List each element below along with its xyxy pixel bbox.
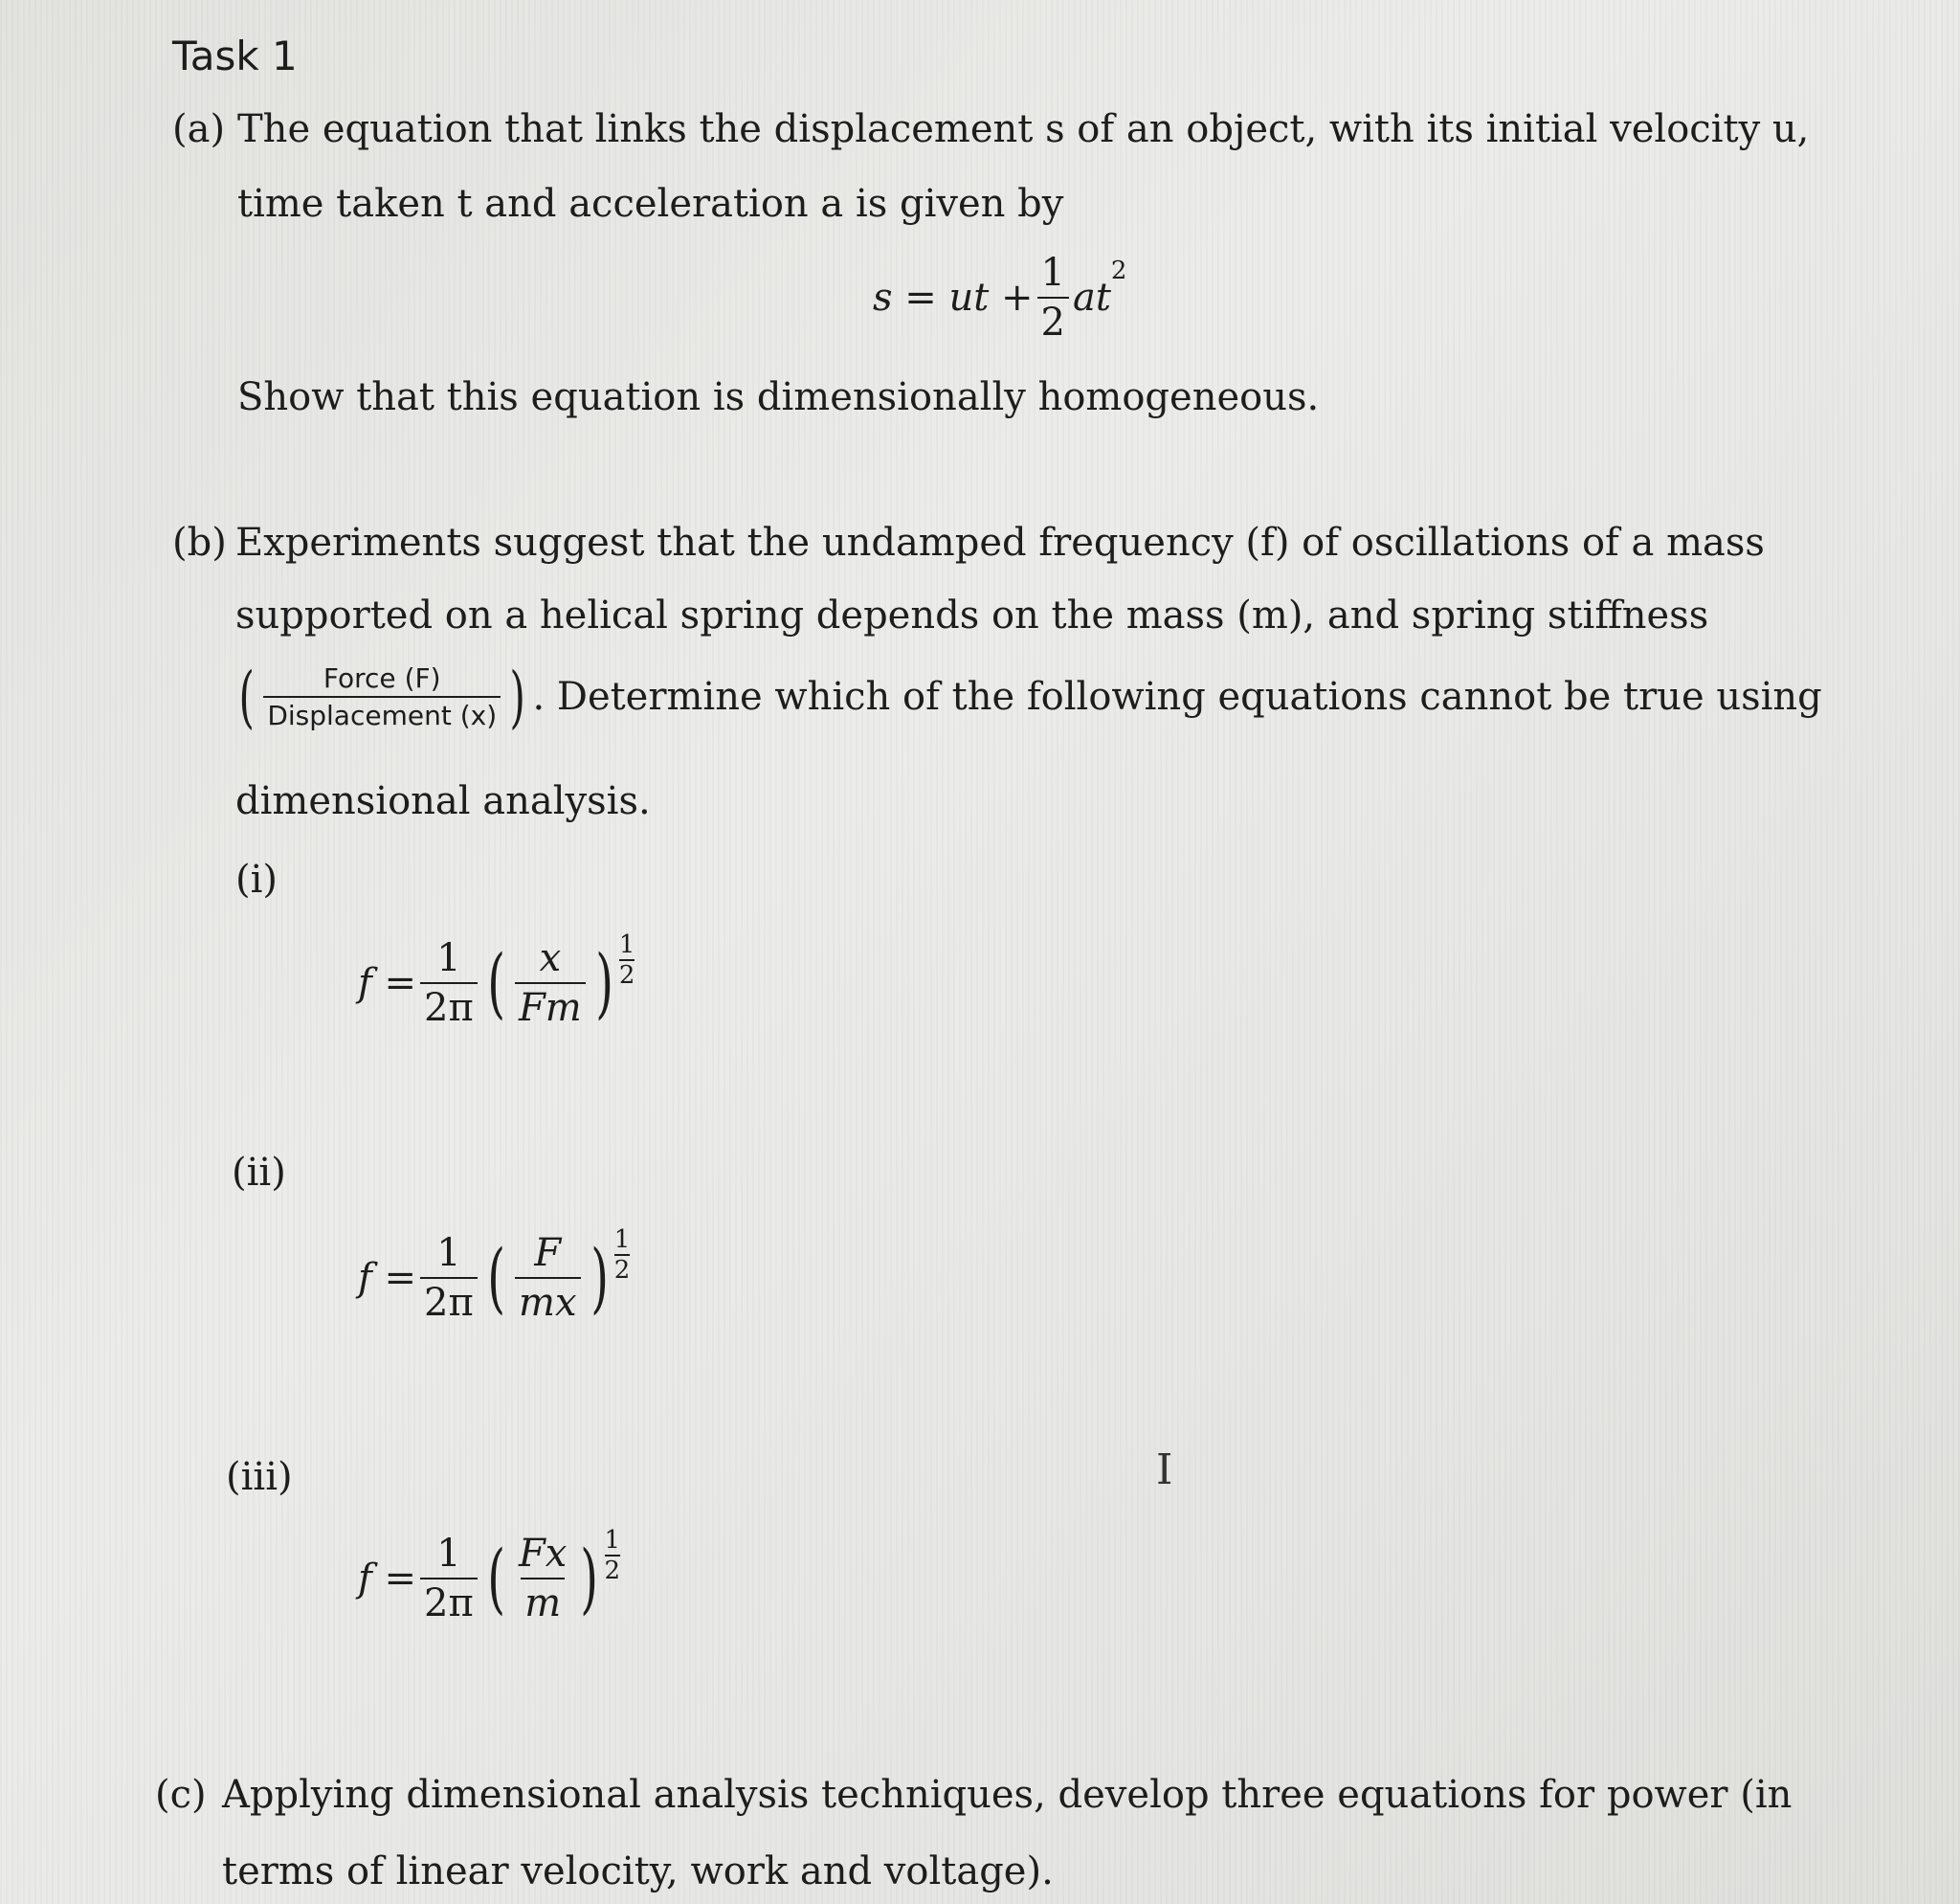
eq-iii-exp-num: 1 [604,1526,621,1555]
eq-a-half [1037,251,1069,345]
eq-iii-inner-num: Fx [519,1532,568,1576]
eq-i-coef-den: 2π [420,982,478,1030]
eq-i-rparen: ) [594,938,613,1027]
item-ii-label: (ii) [232,1151,286,1195]
eq-ii-coef-num: 1 [436,1231,461,1275]
part-c-label: (c) [155,1773,207,1817]
part-b-label: (b) [172,521,227,565]
eq-i-inner [515,936,586,1030]
eq-ii-rparen: ) [590,1233,609,1322]
eq-iii-coef [420,1532,478,1625]
text-cursor-icon: I [1156,1445,1173,1494]
eq-a-lhs: s = ut + [873,276,1034,320]
eq-iii-inner-den: m [521,1578,565,1625]
eq-i-lparen: ( [487,938,505,1027]
eq-iii-lhs: f = [358,1557,417,1601]
part-a-label: (a) [172,107,226,151]
eq-ii-inner-den: mx [515,1277,581,1325]
eq-iii-exponent [605,1526,621,1585]
equation-iii [358,1526,621,1625]
eq-iii-coef-num: 1 [436,1532,461,1576]
part-a-line1: The equation that links the displacement s of an object, with its initial velocity u, [237,107,1810,151]
eq-i-lhs: f = [358,961,417,1005]
stiffness-fraction [263,662,501,731]
eq-ii-inner [515,1231,581,1325]
eq-a-num: 1 [1040,251,1065,295]
eq-i-exp-den: 2 [618,961,635,990]
right-paren: ) [509,658,525,736]
eq-i-exp-num: 1 [618,930,635,959]
eq-iii-exp-den: 2 [604,1557,621,1585]
eq-a-pow: 2 [1110,257,1127,285]
eq-i-coef-num: 1 [436,936,461,980]
part-b-line2: supported on a helical spring depends on the mass (m), and spring stiffness [235,594,1709,638]
eq-iii-coef-den: 2π [420,1578,478,1625]
left-paren: ( [238,658,255,736]
eq-a-rhs: at [1073,276,1111,320]
task-title: Task 1 [172,33,298,79]
eq-ii-coef-den: 2π [420,1277,478,1325]
eq-i-coef [420,936,478,1030]
stiffness-line [234,658,1822,736]
equation-i [358,930,635,1030]
stiffness-num: Force (F) [323,662,441,694]
eq-ii-exp-num: 1 [613,1225,631,1254]
equation-ii [358,1225,631,1325]
eq-i-inner-den: Fm [515,982,586,1030]
part-b-line3: . Determine which of the following equations cannot be true using [532,675,1822,719]
eq-iii-inner [515,1532,570,1625]
eq-ii-lhs: f = [358,1256,417,1300]
part-b-line4: dimensional analysis. [235,779,651,823]
eq-ii-inner-num: F [534,1231,562,1275]
eq-iii-rparen: ) [580,1534,599,1623]
eq-ii-coef [420,1231,478,1325]
eq-ii-lparen: ( [487,1233,505,1322]
eq-ii-exponent [614,1225,631,1285]
eq-i-inner-num: x [539,936,562,980]
eq-a-den: 2 [1037,297,1069,345]
part-a-line2: time taken t and acceleration a is given by [237,182,1064,226]
item-i-label: (i) [235,858,278,902]
eq-i-exponent [619,930,635,990]
stiffness-den: Displacement (x) [263,696,501,731]
eq-iii-lparen: ( [487,1534,505,1623]
equation-a [873,251,1126,345]
part-a-line3: Show that this equation is dimensionally homogeneous. [237,375,1320,419]
part-c-line1: Applying dimensional analysis techniques, develop three equations for power (in [222,1773,1793,1817]
item-iii-label: (iii) [226,1455,293,1499]
part-c-line2: terms of linear velocity, work and voltage). [222,1849,1054,1893]
part-b-line1: Experiments suggest that the undamped frequency (f) of oscillations of a mass [235,521,1765,565]
eq-ii-exp-den: 2 [613,1256,631,1285]
